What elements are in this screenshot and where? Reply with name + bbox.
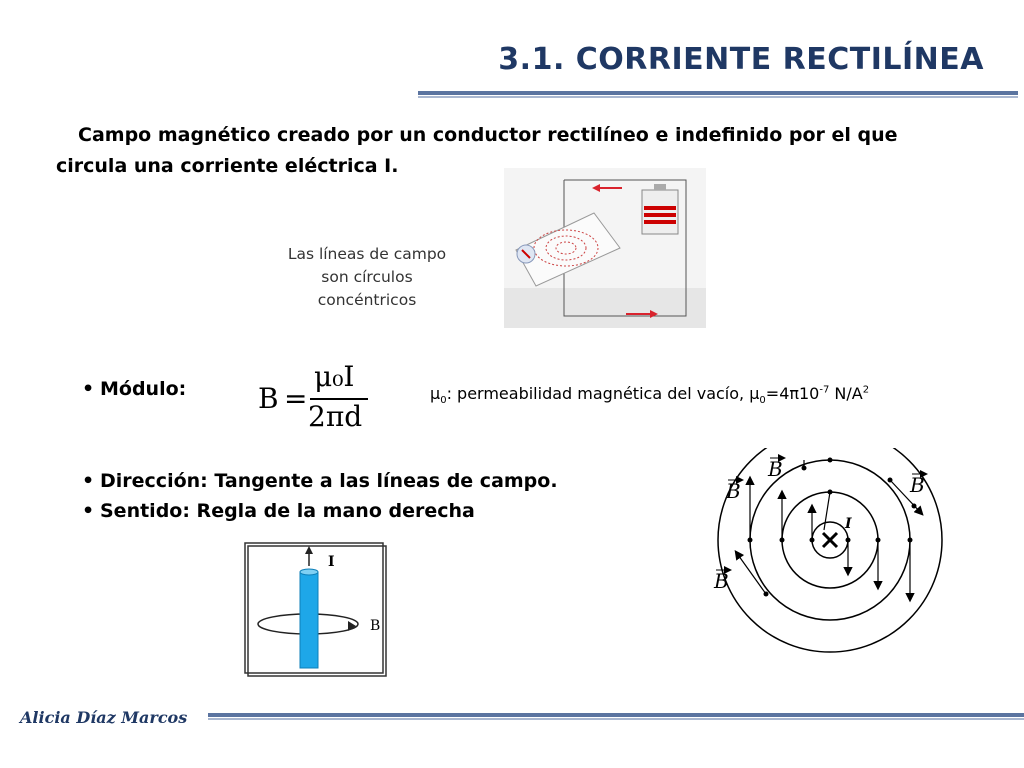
footer-author: Alicia Díaz Marcos — [20, 708, 188, 727]
right-hand-rule-diagram — [244, 542, 390, 680]
bullet-modulo-text: Módulo: — [100, 378, 187, 400]
battery-field-illustration — [504, 168, 706, 328]
bullet-sentido: • Sentido: Regla de la mano derecha — [82, 500, 475, 522]
title-underline-thin — [418, 96, 1018, 98]
concentric-field-diagram — [700, 448, 950, 658]
bullet-sentido-text: Sentido: Regla de la mano derecha — [100, 500, 475, 522]
note-unit: N/A — [829, 384, 863, 403]
vector-label-b-left: B — [726, 479, 741, 503]
formula-lhs: B — [258, 382, 279, 415]
title-underline — [418, 91, 1018, 95]
bullet-direccion-text: Dirección: Tangente a las líneas de campo. — [100, 470, 558, 492]
slide-title: 3.1. CORRIENTE RECTILÍNEA — [498, 42, 984, 77]
vector-label-b-top: B — [768, 457, 783, 481]
formula-equals: = — [284, 382, 308, 415]
formula-numerator: μ₀I — [314, 360, 355, 393]
formula-denominator: 2πd — [308, 400, 363, 433]
note-exponent: -7 — [819, 384, 830, 396]
permeability-note — [430, 384, 869, 406]
intro-text: Campo magnético creado por un conductor rectilíneo e indefinido por el que circula una corriente eléctrica I. — [56, 124, 898, 177]
current-into-page-marker — [823, 533, 837, 547]
vector-label-b-right: B — [910, 473, 925, 497]
vector-label-b-bottom: B — [714, 569, 729, 593]
bullet-direccion: • Dirección: Tangente a las líneas de campo. — [82, 470, 558, 492]
current-label-i: I — [845, 516, 852, 532]
wire-field-label: B — [370, 618, 381, 634]
note-mu-1: μ — [430, 384, 441, 403]
magnetic-field-formula — [258, 360, 398, 440]
note-text: : permeabilidad magnética del vacío, — [446, 384, 750, 403]
note-mu-2: μ — [749, 384, 760, 403]
wire-current-label: I — [328, 554, 335, 570]
note-sub-1: 0 — [440, 395, 447, 407]
footer-rule — [208, 713, 1024, 717]
note-sub-2: 0 — [759, 395, 766, 407]
footer-rule-thin — [208, 718, 1024, 720]
note-value: =4π10 — [765, 384, 820, 403]
note-unit-exponent: 2 — [862, 384, 870, 396]
field-lines-caption: Las líneas de campo son círculos concéntricos — [287, 245, 447, 309]
bullet-modulo: • Módulo: — [82, 378, 187, 400]
